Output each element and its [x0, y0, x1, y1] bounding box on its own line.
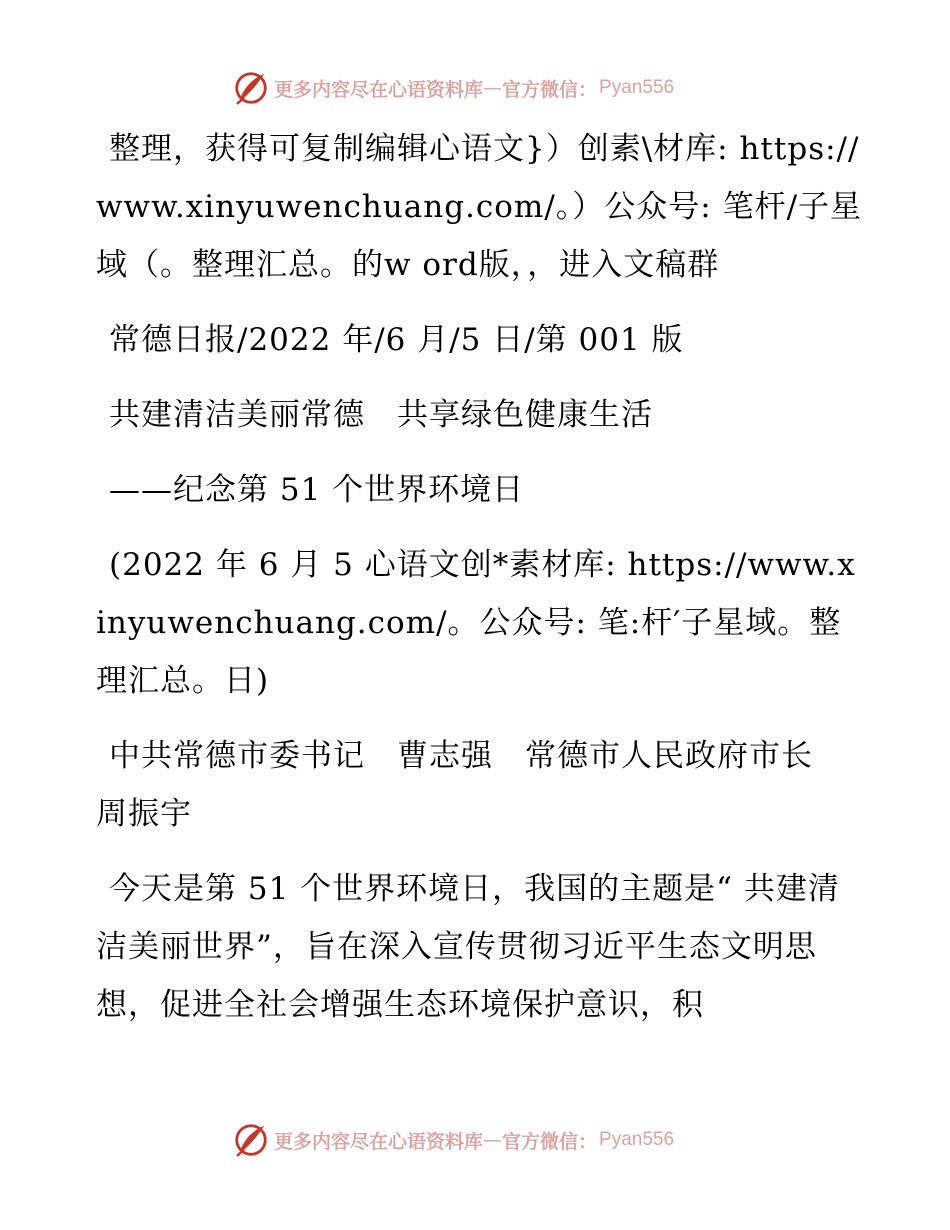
banner-separator: — — [483, 77, 503, 99]
banner-site-text: 更多内容尽在心语资料库 — [274, 1130, 484, 1153]
footer-watermark-banner — [0, 1120, 950, 1160]
banner-separator: — — [483, 1129, 503, 1151]
banner-content — [232, 1120, 674, 1160]
quill-logo-icon — [232, 69, 270, 107]
quill-logo-icon — [232, 1121, 270, 1159]
article-authors: 中共常德市委书记 曹志强 常德市人民政府市长 周振宇 — [96, 738, 845, 832]
publication-line: 常德日报/2022 年/6 月/5 日/第 001 版 — [109, 322, 684, 358]
banner-wechat-label: 官方微信： — [502, 78, 598, 101]
banner-content — [232, 68, 674, 108]
banner-wechat-label: 官方微信： — [502, 1130, 598, 1153]
intro-paragraph: 整理，获得可复制编辑心语文}）创素\材库: https://www.xinyuwenchuang.com/。）公众号: 笔杆/子星域（。整理汇总。的w ord版，，进入文稿群 — [96, 131, 863, 283]
banner-wechat-id: Pyan556 — [599, 77, 675, 98]
header-watermark-banner — [0, 68, 950, 108]
document-body — [96, 120, 866, 1051]
body-paragraph: 今天是第 51 个世界环境日，我国的主题是“ 共建清洁美丽世界”，旨在深入宣传贯彻习近平生态文明思想，促进全社会增强生态环境保护意识，积 — [96, 871, 840, 1023]
banner-wechat-id: Pyan556 — [599, 1129, 675, 1150]
banner-site-text: 更多内容尽在心语资料库 — [274, 78, 484, 101]
article-subtitle: ——纪念第 51 个世界环境日 — [109, 472, 525, 508]
article-title: 共建清洁美丽常德 共享绿色健康生活 — [109, 397, 653, 433]
article-date-note: (2022 年 6 月 5 心语文创*素材库: https://www.xinyuwenchuang.com/。公众号: 笔:杆′子星域。整理汇总。日) — [96, 547, 856, 699]
